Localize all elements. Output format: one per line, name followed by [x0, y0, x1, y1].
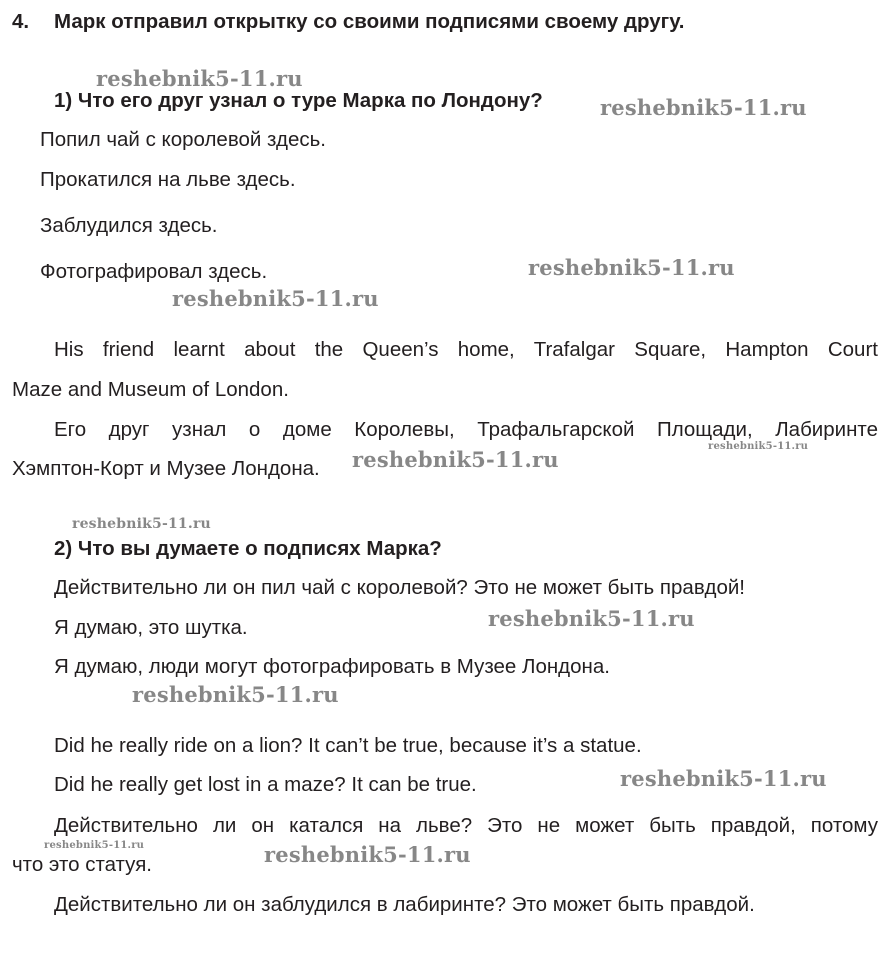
q2-line-3: Я думаю, люди могут фотографировать в Музее Лондона.: [54, 655, 610, 678]
q2-answer-3-line-2: что это статуя.: [12, 853, 152, 876]
task-title: Марк отправил открытку со своими подписями своему другу.: [54, 10, 685, 33]
q2-line-4: Did he really ride on a lion? It can’t be true, because it’s a statue.: [54, 734, 642, 757]
task-number: 4.: [12, 10, 30, 33]
answer-en-line-2: Maze and Museum of London.: [12, 378, 289, 401]
watermark: reshebnik5-11.ru: [96, 66, 303, 91]
watermark: reshebnik5-11.ru: [600, 95, 807, 120]
caption-4: Фотографировал здесь.: [40, 260, 268, 283]
watermark: reshebnik5-11.ru: [172, 286, 379, 311]
caption-3: Заблудился здесь.: [40, 214, 218, 237]
watermark: reshebnik5-11.ru: [132, 682, 339, 707]
watermark: reshebnik5-11.ru: [488, 606, 695, 631]
caption-1: Попил чай с королевой здесь.: [40, 128, 326, 151]
watermark: reshebnik5-11.ru: [708, 441, 809, 452]
question-1-heading: 1) Что его друг узнал о туре Марка по Лондону?: [54, 89, 543, 112]
q2-line-2: Я думаю, это шутка.: [54, 616, 248, 639]
watermark: reshebnik5-11.ru: [264, 842, 471, 867]
q2-line-5: Did he really get lost in a maze? It can be true.: [54, 773, 477, 796]
answer-en-line-1: His friend learnt about the Queen’s home, Trafalgar Square, Hampton Court: [54, 338, 878, 361]
answer-ru-line-2: Хэмптон-Корт и Музее Лондона.: [12, 457, 320, 480]
q2-answer-3-line-1: Действительно ли он катался на льве? Это не может быть правдой, потому: [54, 814, 878, 837]
caption-2: Прокатился на льве здесь.: [40, 168, 296, 191]
watermark: reshebnik5-11.ru: [352, 447, 559, 472]
q2-line-1: Действительно ли он пил чай с королевой? Это не может быть правдой!: [54, 576, 745, 599]
watermark: reshebnik5-11.ru: [72, 516, 211, 532]
watermark: reshebnik5-11.ru: [620, 766, 827, 791]
answer-ru-line-1: Его друг узнал о доме Королевы, Трафальгарской Площади, Лабиринте: [54, 418, 878, 441]
q2-answer-4: Действительно ли он заблудился в лабиринте? Это может быть правдой.: [54, 893, 755, 916]
watermark: reshebnik5-11.ru: [528, 255, 735, 280]
question-2-heading: 2) Что вы думаете о подписях Марка?: [54, 537, 442, 560]
watermark: reshebnik5-11.ru: [44, 840, 145, 851]
